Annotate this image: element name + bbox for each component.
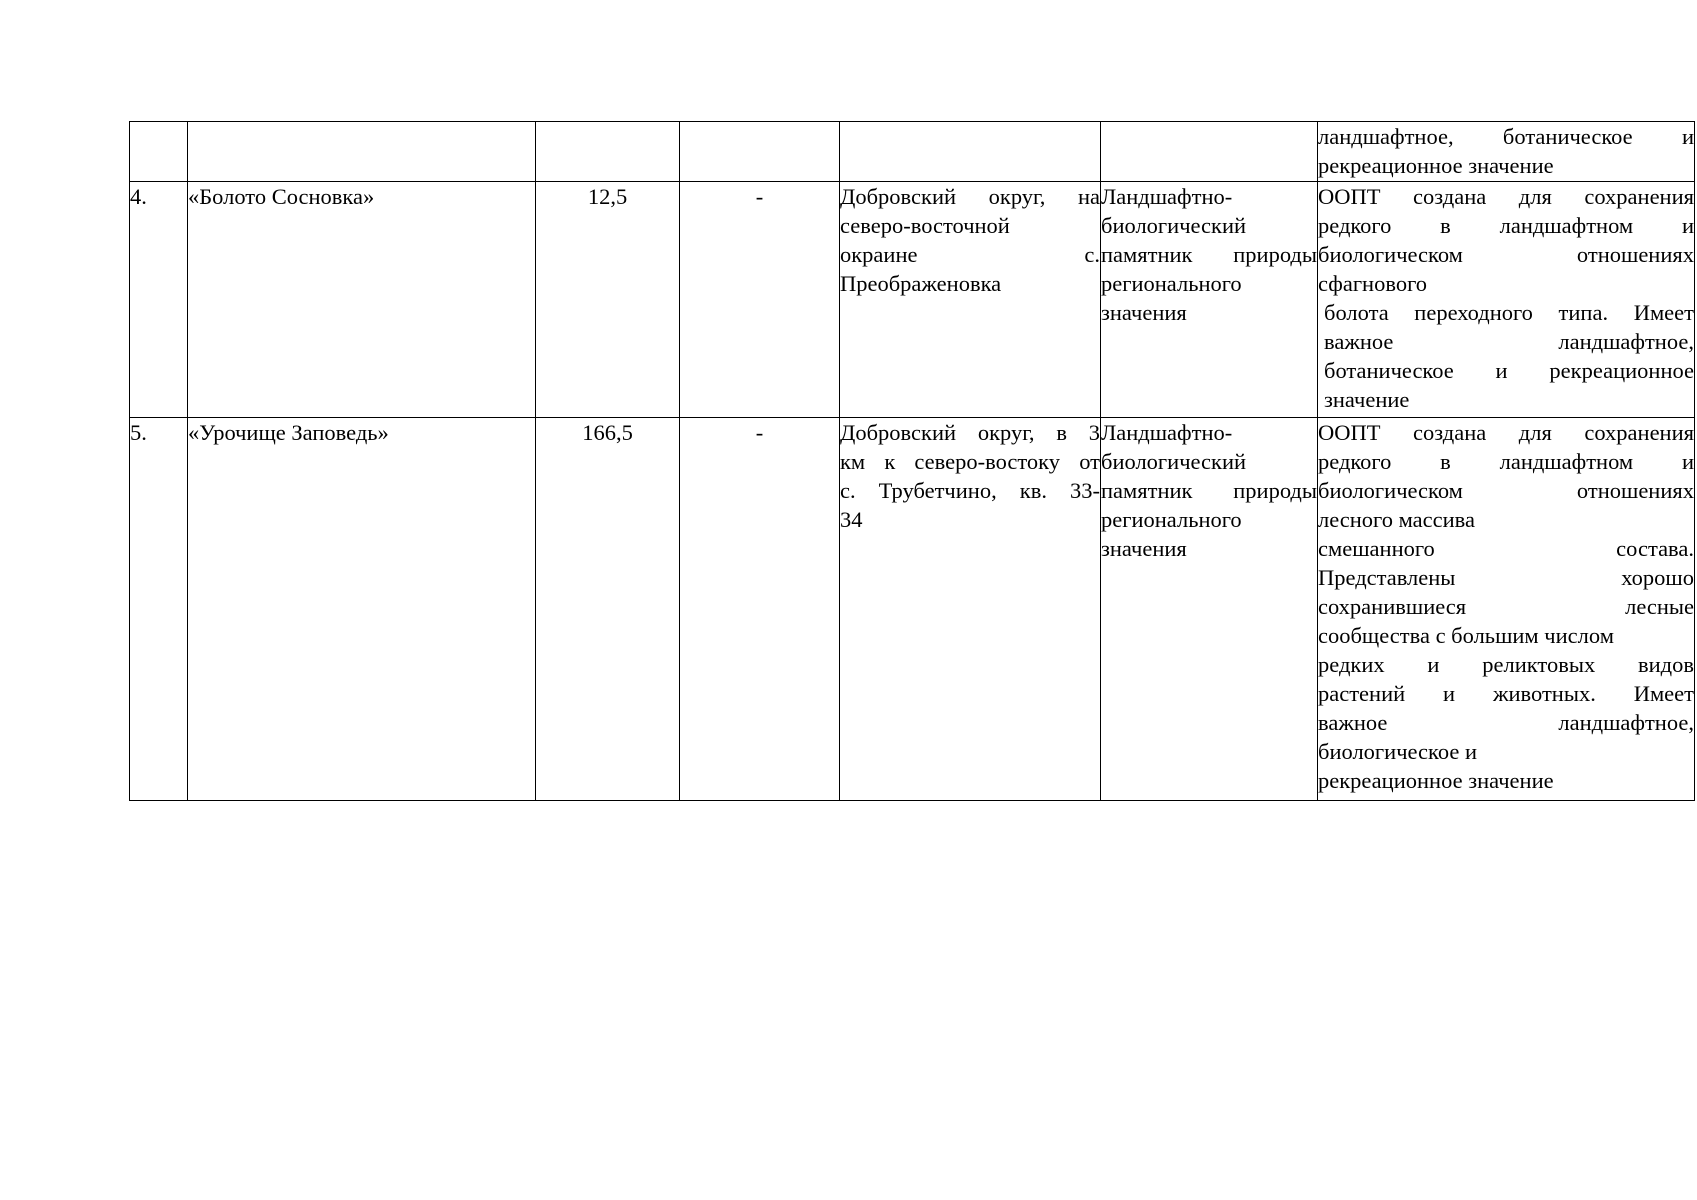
location-cell <box>840 418 1101 801</box>
table-row <box>130 182 1695 418</box>
category-line: памятник природы <box>1101 242 1317 267</box>
description-cell <box>1318 418 1695 801</box>
description-line: биологическом отношениях <box>1318 478 1694 503</box>
category-line: регионального <box>1101 271 1242 296</box>
description-line: биологическом отношениях <box>1318 242 1694 267</box>
description-line: сохранившиеся лесные <box>1318 594 1694 619</box>
location-line: Добровский округ, в 3 <box>840 420 1100 445</box>
area-size-cell: 12,5 <box>536 182 680 418</box>
description-line: ботаническое и рекреационное <box>1324 358 1694 383</box>
category-line: Ландшафтно- <box>1101 420 1233 445</box>
description-line: редкого в ландшафтном и <box>1318 449 1694 474</box>
area-size-cell <box>536 122 680 182</box>
description-cell <box>1318 122 1695 182</box>
category-line: значения <box>1101 536 1187 561</box>
description-line: растений и животных. Имеет <box>1318 681 1694 706</box>
row-number-cell: 4. <box>130 182 188 418</box>
description-line: ООПТ создана для сохранения <box>1318 420 1694 445</box>
area-name-cell: «Болото Сосновка» <box>188 182 536 418</box>
table-row <box>130 418 1695 801</box>
area-name-cell <box>188 122 536 182</box>
row-number-cell <box>130 122 188 182</box>
location-line: северо-восточной <box>840 213 1010 238</box>
other-value-cell: - <box>680 182 840 418</box>
description-line: редкого в ландшафтном и <box>1318 213 1694 238</box>
description-cell <box>1318 182 1695 418</box>
description-line: значение <box>1324 387 1410 412</box>
location-line: Преображеновка <box>840 271 1002 296</box>
description-line: рекреационное значение <box>1318 768 1554 793</box>
description-line: смешанного состава. <box>1318 536 1694 561</box>
row-number-cell: 5. <box>130 418 188 801</box>
description-line: ландшафтное, ботаническое и <box>1318 124 1694 149</box>
category-line: биологический <box>1101 449 1247 474</box>
category-line: регионального <box>1101 507 1242 532</box>
description-line: важное ландшафтное, <box>1318 710 1694 735</box>
location-line: 34 <box>840 507 863 532</box>
category-line: памятник природы <box>1101 478 1317 503</box>
area-name-cell: «Урочище Заповедь» <box>188 418 536 801</box>
location-line: с. Трубетчино, кв. 33- <box>840 478 1100 503</box>
category-line: Ландшафтно- <box>1101 184 1233 209</box>
description-line: сфагнового <box>1318 271 1427 296</box>
description-line: Представлены хорошо <box>1318 565 1694 590</box>
description-line: редких и реликтовых видов <box>1318 652 1694 677</box>
description-line: сообщества с большим числом <box>1318 623 1614 648</box>
description-line: болота переходного типа. Имеет <box>1324 300 1694 325</box>
location-line: окраине с. <box>840 242 1100 267</box>
category-cell <box>1101 122 1318 182</box>
category-cell <box>1101 418 1318 801</box>
description-line: лесного массива <box>1318 507 1475 532</box>
protected-areas-table <box>129 121 1695 801</box>
location-line: км к северо-востоку от <box>840 449 1100 474</box>
table-row <box>130 122 1695 182</box>
other-value-cell: - <box>680 418 840 801</box>
area-size-cell: 166,5 <box>536 418 680 801</box>
location-cell <box>840 182 1101 418</box>
category-line: биологический <box>1101 213 1247 238</box>
category-cell <box>1101 182 1318 418</box>
description-line: биологическое и <box>1318 739 1478 764</box>
other-value-cell <box>680 122 840 182</box>
description-line: важное ландшафтное, <box>1324 329 1694 354</box>
location-cell <box>840 122 1101 182</box>
description-line: ООПТ создана для сохранения <box>1318 184 1694 209</box>
description-line: рекреационное значение <box>1318 153 1554 178</box>
category-line: значения <box>1101 300 1187 325</box>
location-line: Добровский округ, на <box>840 184 1100 209</box>
